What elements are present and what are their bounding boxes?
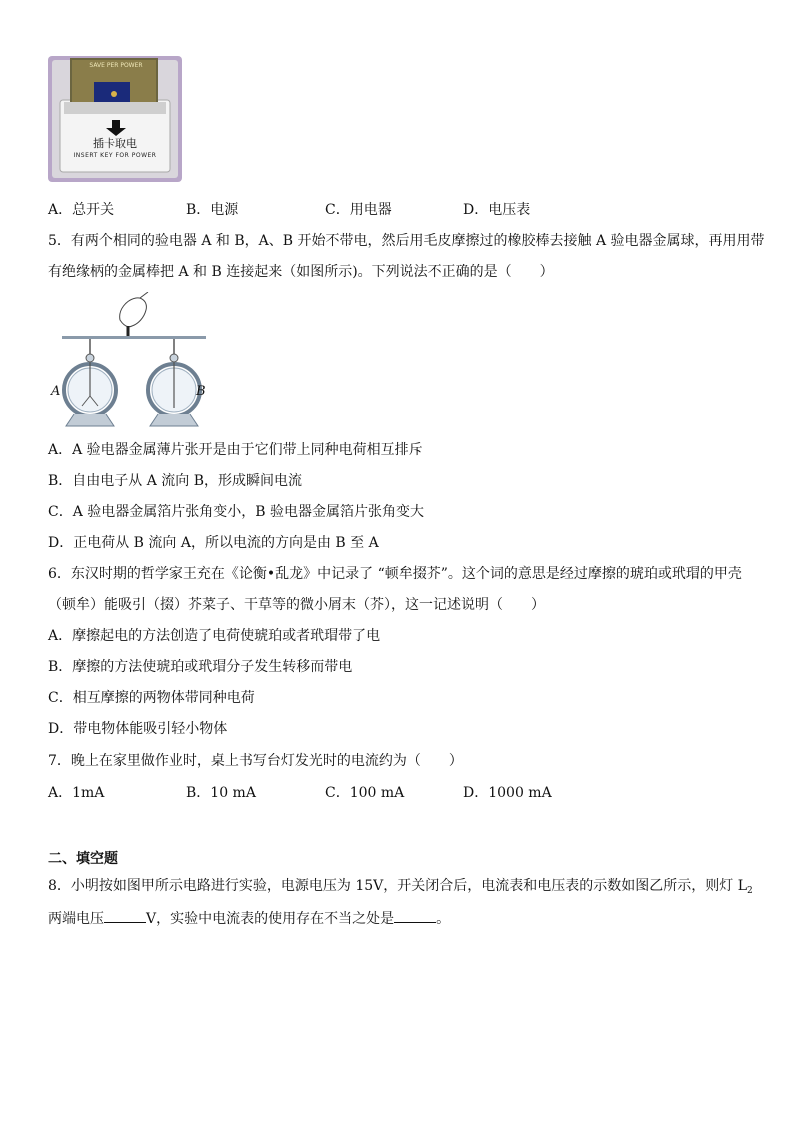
q6-stem-line2: （顿牟）能吸引（掇）芥菜子、干草等的微小屑末（芥），这一记述说明（ ）: [48, 597, 545, 613]
q7-option-b: B．10 mA: [186, 785, 256, 801]
q8-blank-ammeter-issue[interactable]: [394, 908, 436, 923]
q8-line2-part-c: 。: [436, 911, 451, 927]
q7-stem: 7．晚上在家里做作业时，桌上书写台灯发光时的电流约为（ ）: [48, 753, 463, 769]
electroscope-figure: [48, 292, 212, 430]
q4-option-b: B．电源: [186, 202, 239, 218]
q7-option-d: D．1000 mA: [463, 785, 552, 801]
q6-option-c: C．相互摩擦的两物体带同种电荷: [48, 690, 255, 706]
electroscope-image: [48, 292, 212, 430]
q7-option-a: A．1mA: [48, 785, 105, 801]
q8-line2-part-a: 两端电压: [48, 911, 104, 927]
section-heading-fill-blank: 二、填空题: [48, 851, 118, 867]
q5-stem-line1: 5．有两个相同的验电器 A 和 B，A、B 开始不带电，然后用毛皮摩擦过的橡胶棒去接触 A 验电器金属球，再用用带: [48, 233, 765, 249]
socket-label-cn: 插卡取电: [93, 137, 137, 150]
q8-line1: [48, 876, 753, 901]
q4-option-d: D．电压表: [463, 202, 531, 218]
q5-option-a: A．A 验电器金属薄片张开是由于它们带上同种电荷相互排斥: [48, 442, 423, 458]
q8-line2: [48, 908, 450, 929]
q8-line1-text: 8．小明按如图甲所示电路进行实验，电源电压为 15V，开关闭合后，电流表和电压表的示数如图乙所示，则灯 L: [48, 878, 748, 894]
card-top-text: SAVE PER POWER: [89, 62, 143, 69]
card-socket-image: [48, 56, 182, 182]
q4-option-c: C．用电器: [325, 202, 392, 218]
q5-option-b: B．自由电子从 A 流向 B，形成瞬间电流: [48, 473, 303, 489]
q6-option-d: D．带电物体能吸引轻小物体: [48, 721, 228, 737]
socket-label-en: INSERT KEY FOR POWER: [73, 152, 157, 159]
q5-stem-line2: 有绝缘柄的金属棒把 A 和 B 连接起来（如图所示)。下列说法不正确的是（ ）: [48, 264, 554, 280]
q6-option-b: B．摩擦的方法使琥珀或玳瑁分子发生转移而带电: [48, 659, 353, 675]
electroscope-label-b: B: [196, 384, 206, 399]
q8-blank-voltage[interactable]: [104, 908, 146, 923]
q6-option-a: A．摩擦起电的方法创造了电荷使琥珀或者玳瑁带了电: [48, 628, 381, 644]
q8-line1-subscript: 2: [747, 886, 753, 896]
q7-option-c: C．100 mA: [325, 785, 405, 801]
q4-option-a: A．总开关: [48, 202, 115, 218]
q5-option-c: C．A 验电器金属箔片张角变小，B 验电器金属箔片张角变大: [48, 504, 425, 520]
card-socket-figure: [48, 56, 182, 182]
q5-option-d: D．正电荷从 B 流向 A，所以电流的方向是由 B 至 A: [48, 535, 379, 551]
electroscope-label-a: A: [51, 384, 61, 399]
q6-stem-line1: 6．东汉时期的哲学家王充在《论衡•乱龙》中记录了 “顿牟掇芥”。这个词的意思是经过摩擦的琥珀或玳瑁的甲壳: [48, 566, 742, 582]
q8-line2-part-b: V，实验中电流表的使用存在不当之处是: [146, 911, 395, 927]
